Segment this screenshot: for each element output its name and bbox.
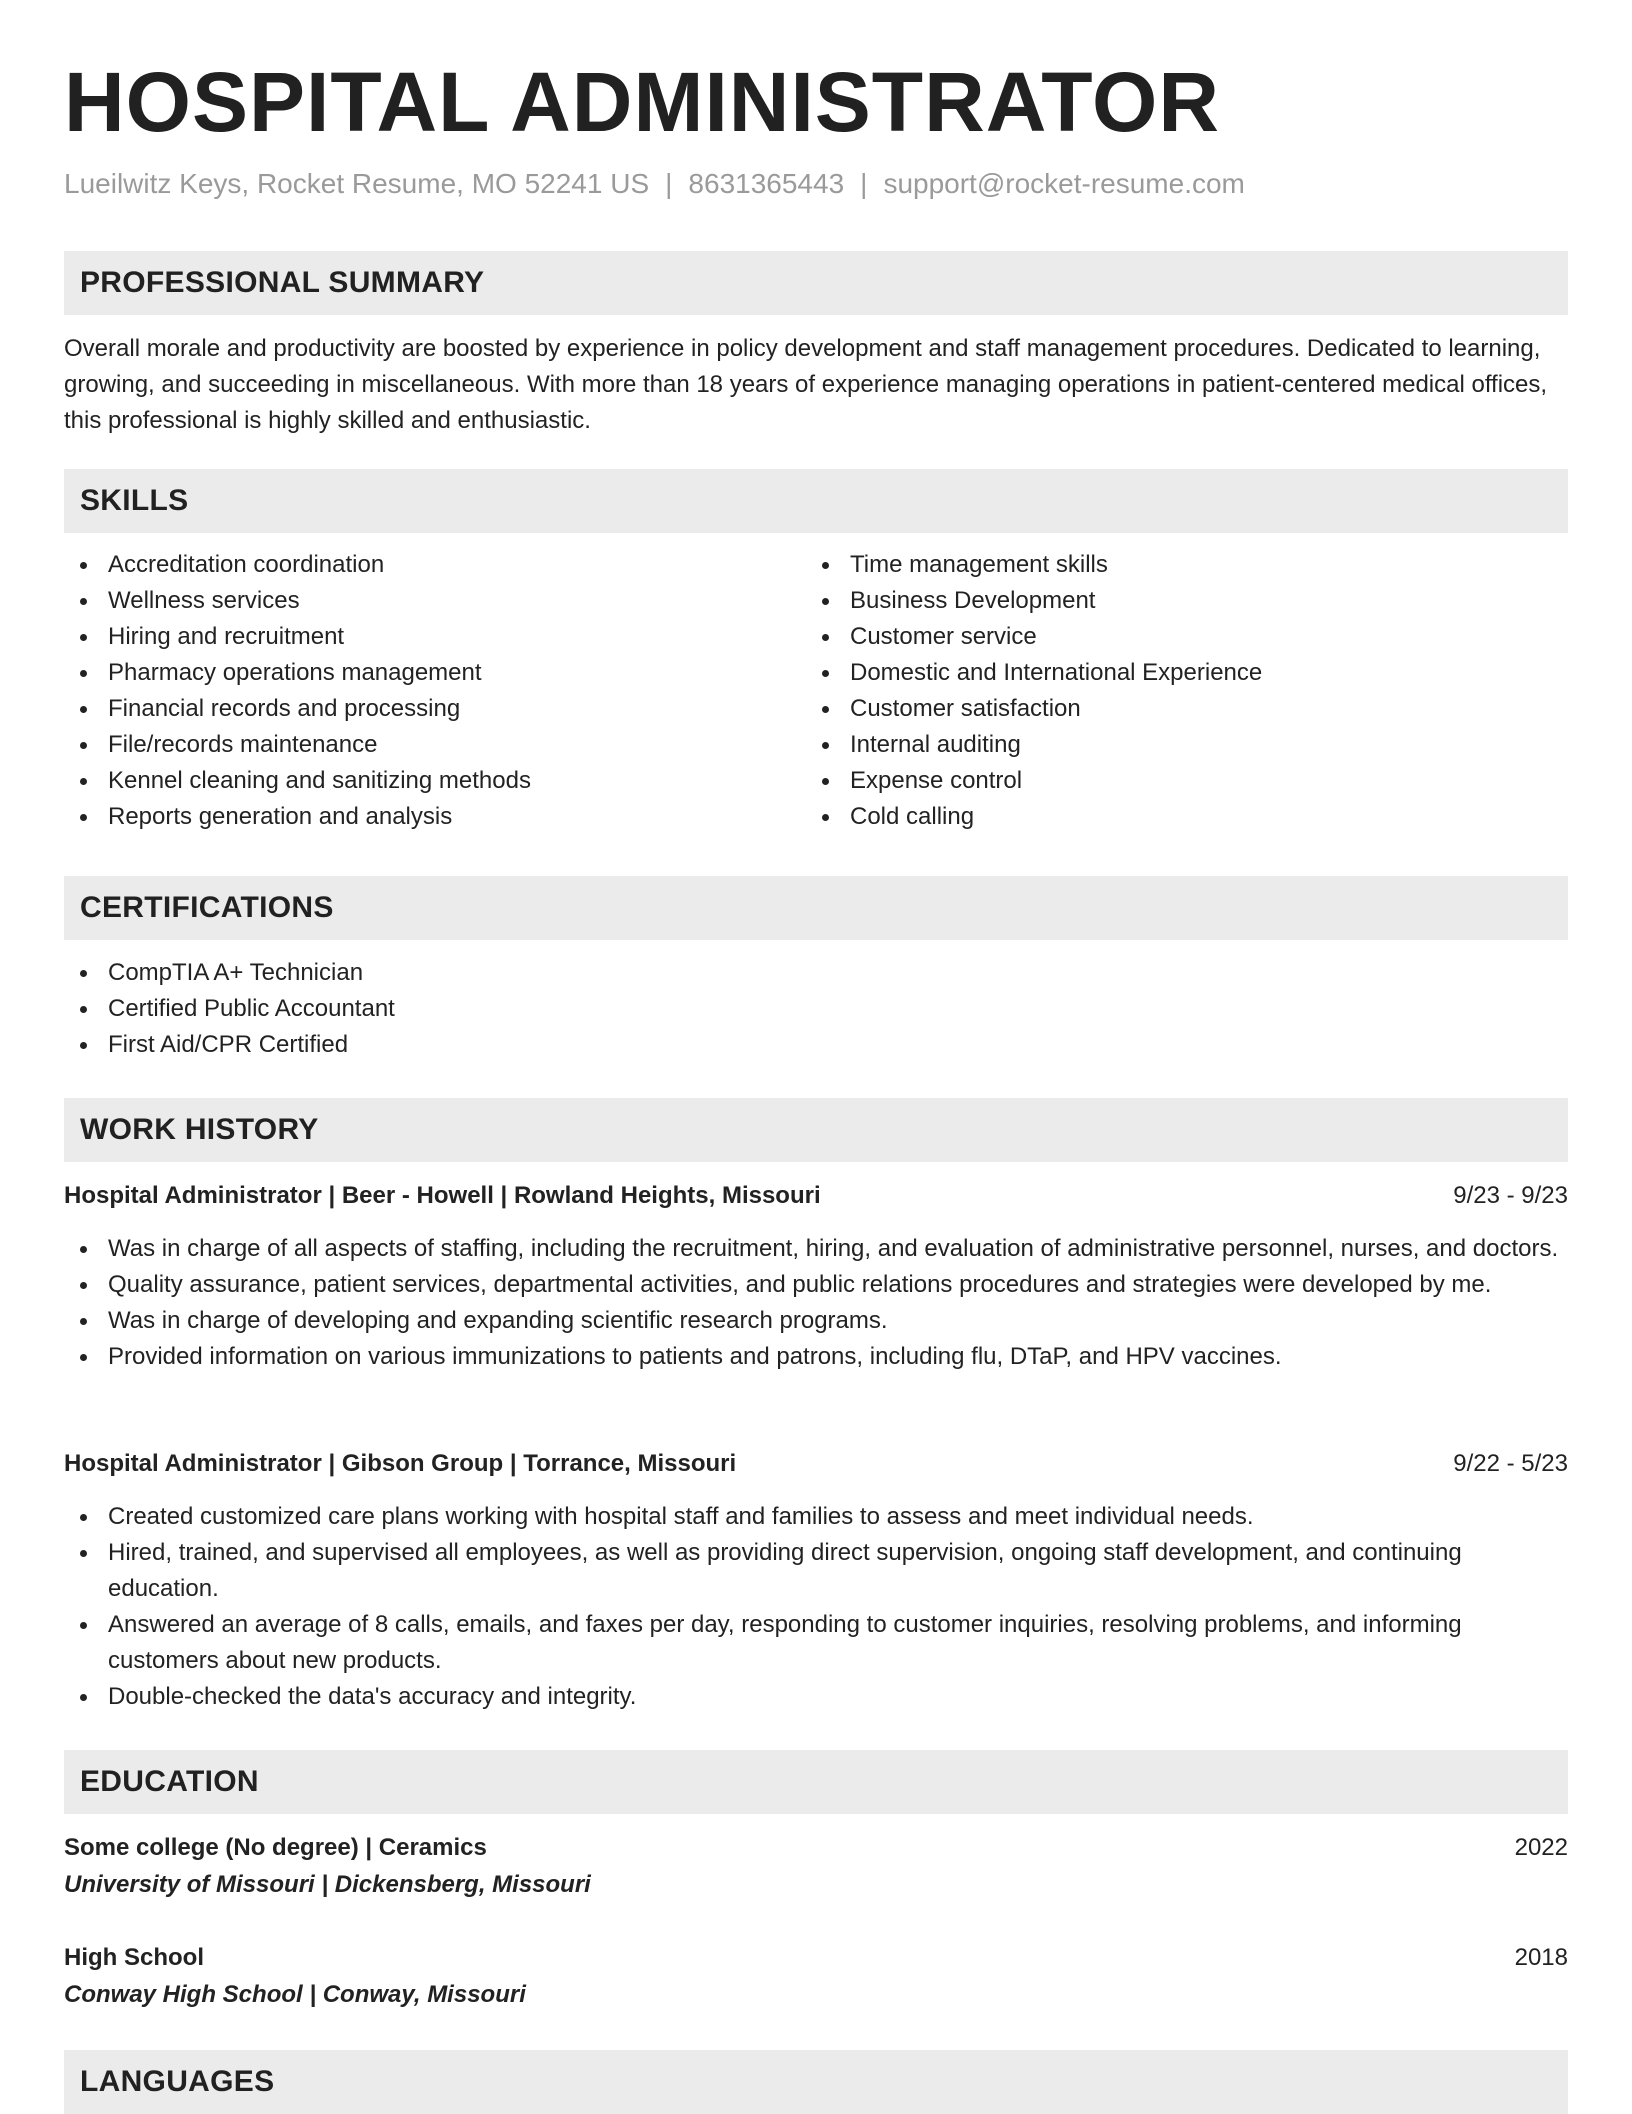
job-bullet: Quality assurance, patient services, departmental activities, and public relations procedures and strategies were developed by me.: [64, 1267, 1568, 1303]
section-heading-education: EDUCATION: [64, 1750, 1568, 1814]
skill-item: Reports generation and analysis: [64, 799, 784, 835]
job-bullet: Created customized care plans working with hospital staff and families to assess and meet individual needs.: [64, 1499, 1568, 1535]
contact-phone: 8631365443: [688, 168, 845, 199]
certifications-list: [64, 955, 1568, 1063]
skill-item: Wellness services: [64, 583, 784, 619]
job-title: Hospital Administrator | Gibson Group | Torrance, Missouri: [64, 1450, 737, 1477]
certification-item: First Aid/CPR Certified: [64, 1027, 1568, 1063]
contact-address: Lueilwitz Keys, Rocket Resume, MO 52241 US: [64, 168, 650, 199]
skill-item: Accreditation coordination: [64, 547, 784, 583]
job-bullet: Answered an average of 8 calls, emails, and faxes per day, responding to customer inquiries, resolving problems, and informing customers about new products.: [64, 1607, 1568, 1679]
skill-item: Financial records and processing: [64, 691, 784, 727]
skill-item: Business Development: [806, 583, 1568, 619]
skills-list-left: [64, 547, 784, 835]
education-year: 2022: [1514, 1834, 1568, 1861]
candidate-name: HOSPITAL ADMINISTRATOR: [64, 55, 1220, 149]
skills-list-right: [806, 547, 1568, 835]
job-bullet: Hired, trained, and supervised all employees, as well as providing direct supervision, ongoing staff development, and continuing education.: [64, 1535, 1568, 1607]
education-institution: Conway High School | Conway, Missouri: [64, 1981, 526, 2008]
education-degree: High School: [64, 1944, 204, 1971]
skill-item: Hiring and recruitment: [64, 619, 784, 655]
skill-item: Time management skills: [806, 547, 1568, 583]
education-institution: University of Missouri | Dickensberg, Missouri: [64, 1871, 591, 1898]
summary-text: Overall morale and productivity are boosted by experience in policy development and staff management procedures. Dedicated to learning, growing, and succeeding in miscellaneous. With more than 18 years of experience managing operations in patient-centered medical offices, this professional is highly skilled and enthusiastic.: [64, 335, 1548, 434]
section-heading-work-history: WORK HISTORY: [64, 1098, 1568, 1162]
job-bullet: Double-checked the data's accuracy and integrity.: [64, 1679, 1568, 1715]
contact-line: [64, 164, 1245, 204]
skill-item: Internal auditing: [806, 727, 1568, 763]
job-bullet: Was in charge of all aspects of staffing, including the recruitment, hiring, and evaluation of administrative personnel, nurses, and doctors.: [64, 1231, 1568, 1267]
skill-item: Domestic and International Experience: [806, 655, 1568, 691]
education-degree: Some college (No degree) | Ceramics: [64, 1834, 487, 1861]
skill-item: Cold calling: [806, 799, 1568, 835]
certification-item: Certified Public Accountant: [64, 991, 1568, 1027]
section-heading-certifications: CERTIFICATIONS: [64, 876, 1568, 940]
skill-item: Customer service: [806, 619, 1568, 655]
skill-item: File/records maintenance: [64, 727, 784, 763]
job-bullets: [64, 1231, 1568, 1375]
skill-item: Pharmacy operations management: [64, 655, 784, 691]
job-title: Hospital Administrator | Beer - Howell | Rowland Heights, Missouri: [64, 1182, 821, 1209]
section-heading-summary: PROFESSIONAL SUMMARY: [64, 251, 1568, 315]
skill-item: Kennel cleaning and sanitizing methods: [64, 763, 784, 799]
section-heading-languages: LANGUAGES: [64, 2050, 1568, 2114]
job-bullets: [64, 1499, 1568, 1715]
job-bullet: Was in charge of developing and expanding scientific research programs.: [64, 1303, 1568, 1339]
job-bullet: Provided information on various immunizations to patients and patrons, including flu, DTaP, and HPV vaccines.: [64, 1339, 1568, 1375]
education-year: 2018: [1514, 1944, 1568, 1971]
skill-item: Expense control: [806, 763, 1568, 799]
contact-separator: |: [665, 168, 673, 199]
skill-item: Customer satisfaction: [806, 691, 1568, 727]
certification-item: CompTIA A+ Technician: [64, 955, 1568, 991]
contact-separator: |: [860, 168, 868, 199]
job-dates: 9/23 - 9/23: [1453, 1182, 1568, 1209]
section-heading-skills: SKILLS: [64, 469, 1568, 533]
job-dates: 9/22 - 5/23: [1453, 1450, 1568, 1477]
contact-email[interactable]: support@rocket-resume.com: [883, 168, 1245, 199]
